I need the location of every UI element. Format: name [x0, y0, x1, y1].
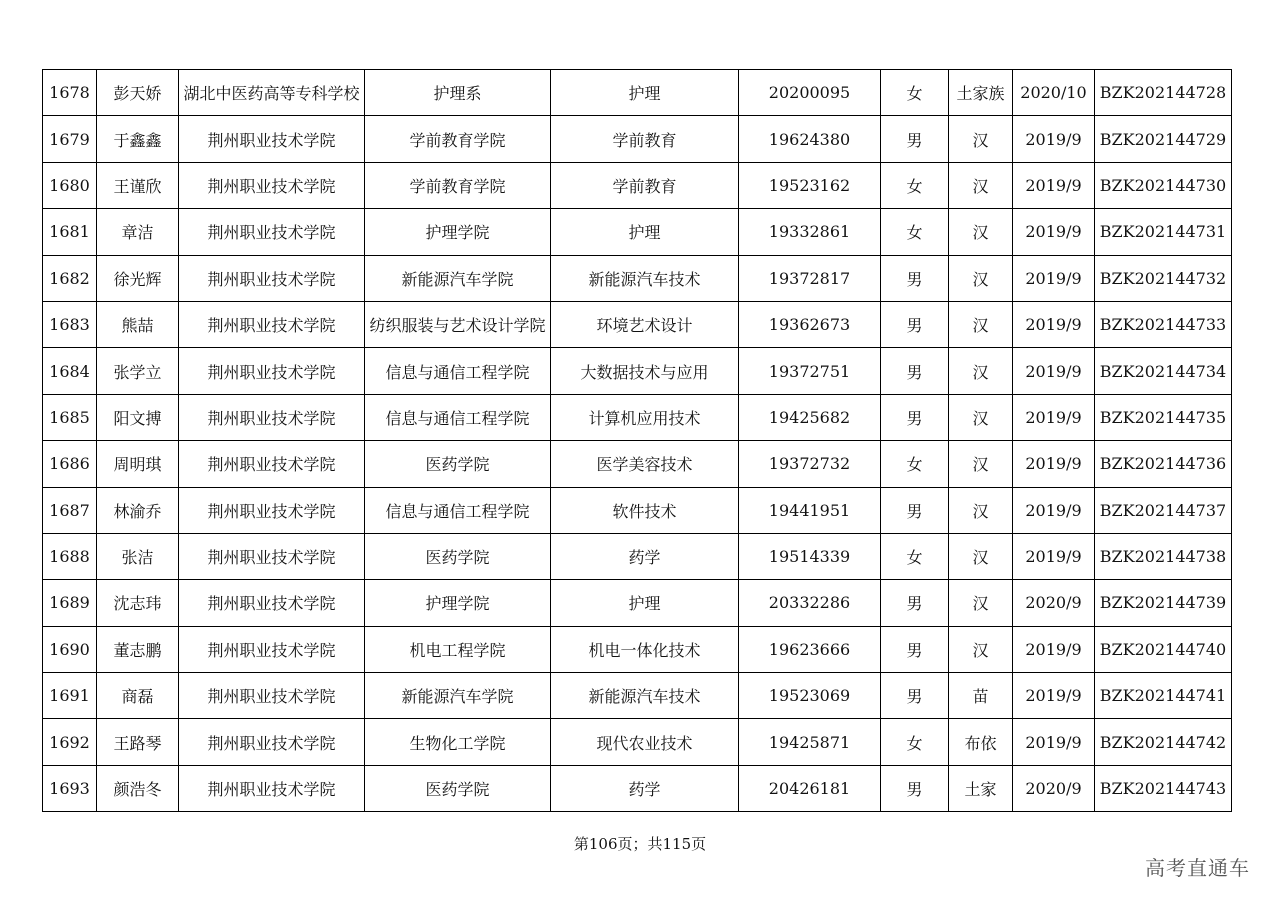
- cell-school: 荆州职业技术学院: [179, 626, 365, 672]
- table-row: [43, 255, 1232, 301]
- cell-gender: 女: [881, 441, 949, 487]
- cell-school: 荆州职业技术学院: [179, 162, 365, 208]
- cell-ethnicity: 布依: [949, 719, 1013, 765]
- cell-cert-number: BZK202144736: [1095, 441, 1232, 487]
- cell-name: 张学立: [97, 348, 179, 394]
- cell-gender: 女: [881, 209, 949, 255]
- cell-name: 王谨欣: [97, 162, 179, 208]
- cell-name: 商磊: [97, 673, 179, 719]
- cell-index: 1680: [43, 162, 97, 208]
- cell-school: 荆州职业技术学院: [179, 533, 365, 579]
- cell-major: 现代农业技术: [551, 719, 739, 765]
- cell-enroll-date: 2020/9: [1013, 765, 1095, 811]
- cell-enroll-date: 2019/9: [1013, 394, 1095, 440]
- cell-cert-number: BZK202144730: [1095, 162, 1232, 208]
- cell-department: 机电工程学院: [365, 626, 551, 672]
- cell-school: 荆州职业技术学院: [179, 580, 365, 626]
- cell-enroll-date: 2019/9: [1013, 533, 1095, 579]
- cell-name: 林渝乔: [97, 487, 179, 533]
- cell-department: 信息与通信工程学院: [365, 394, 551, 440]
- cell-major: 医学美容技术: [551, 441, 739, 487]
- cell-name: 王路琴: [97, 719, 179, 765]
- cell-name: 董志鹏: [97, 626, 179, 672]
- cell-school: 荆州职业技术学院: [179, 719, 365, 765]
- cell-name: 阳文搏: [97, 394, 179, 440]
- table-row: [43, 626, 1232, 672]
- cell-enroll-date: 2019/9: [1013, 719, 1095, 765]
- cell-enroll-date: 2019/9: [1013, 301, 1095, 347]
- cell-cert-number: BZK202144733: [1095, 301, 1232, 347]
- cell-enroll-date: 2019/9: [1013, 116, 1095, 162]
- cell-department: 新能源汽车学院: [365, 255, 551, 301]
- cell-major: 大数据技术与应用: [551, 348, 739, 394]
- cell-major: 护理: [551, 209, 739, 255]
- cell-index: 1687: [43, 487, 97, 533]
- cell-enroll-date: 2019/9: [1013, 348, 1095, 394]
- cell-enroll-date: 2019/9: [1013, 487, 1095, 533]
- cell-index: 1683: [43, 301, 97, 347]
- cell-major: 机电一体化技术: [551, 626, 739, 672]
- cell-student-id: 19624380: [739, 116, 881, 162]
- cell-cert-number: BZK202144739: [1095, 580, 1232, 626]
- cell-student-id: 19523162: [739, 162, 881, 208]
- cell-enroll-date: 2020/10: [1013, 70, 1095, 116]
- cell-school: 荆州职业技术学院: [179, 673, 365, 719]
- cell-cert-number: BZK202144737: [1095, 487, 1232, 533]
- cell-cert-number: BZK202144738: [1095, 533, 1232, 579]
- cell-index: 1681: [43, 209, 97, 255]
- cell-index: 1678: [43, 70, 97, 116]
- cell-student-id: 19362673: [739, 301, 881, 347]
- cell-department: 新能源汽车学院: [365, 673, 551, 719]
- table-row: [43, 394, 1232, 440]
- cell-enroll-date: 2019/9: [1013, 673, 1095, 719]
- cell-cert-number: BZK202144734: [1095, 348, 1232, 394]
- cell-student-id: 20426181: [739, 765, 881, 811]
- table-row: [43, 209, 1232, 255]
- cell-cert-number: BZK202144728: [1095, 70, 1232, 116]
- cell-name: 沈志玮: [97, 580, 179, 626]
- cell-student-id: 19425871: [739, 719, 881, 765]
- cell-department: 纺织服装与艺术设计学院: [365, 301, 551, 347]
- cell-ethnicity: 汉: [949, 209, 1013, 255]
- cell-ethnicity: 汉: [949, 487, 1013, 533]
- cell-department: 护理学院: [365, 209, 551, 255]
- cell-enroll-date: 2019/9: [1013, 162, 1095, 208]
- cell-name: 彭天娇: [97, 70, 179, 116]
- cell-gender: 男: [881, 626, 949, 672]
- cell-major: 护理: [551, 70, 739, 116]
- cell-ethnicity: 汉: [949, 626, 1013, 672]
- cell-index: 1685: [43, 394, 97, 440]
- table-row: [43, 301, 1232, 347]
- cell-index: 1688: [43, 533, 97, 579]
- cell-gender: 男: [881, 348, 949, 394]
- table-row: [43, 580, 1232, 626]
- cell-school: 荆州职业技术学院: [179, 301, 365, 347]
- cell-department: 医药学院: [365, 765, 551, 811]
- cell-department: 生物化工学院: [365, 719, 551, 765]
- cell-ethnicity: 汉: [949, 533, 1013, 579]
- cell-ethnicity: 汉: [949, 394, 1013, 440]
- cell-gender: 女: [881, 162, 949, 208]
- cell-gender: 男: [881, 580, 949, 626]
- cell-enroll-date: 2020/9: [1013, 580, 1095, 626]
- cell-cert-number: BZK202144740: [1095, 626, 1232, 672]
- cell-major: 药学: [551, 765, 739, 811]
- cell-index: 1693: [43, 765, 97, 811]
- cell-department: 护理系: [365, 70, 551, 116]
- table-row: [43, 673, 1232, 719]
- cell-index: 1686: [43, 441, 97, 487]
- cell-cert-number: BZK202144741: [1095, 673, 1232, 719]
- cell-index: 1689: [43, 580, 97, 626]
- cell-major: 护理: [551, 580, 739, 626]
- cell-cert-number: BZK202144732: [1095, 255, 1232, 301]
- cell-school: 荆州职业技术学院: [179, 765, 365, 811]
- cell-name: 张洁: [97, 533, 179, 579]
- cell-ethnicity: 汉: [949, 580, 1013, 626]
- cell-cert-number: BZK202144731: [1095, 209, 1232, 255]
- cell-ethnicity: 汉: [949, 162, 1013, 208]
- cell-department: 护理学院: [365, 580, 551, 626]
- cell-student-id: 19623666: [739, 626, 881, 672]
- cell-school: 荆州职业技术学院: [179, 255, 365, 301]
- cell-ethnicity: 苗: [949, 673, 1013, 719]
- cell-gender: 男: [881, 301, 949, 347]
- cell-gender: 男: [881, 487, 949, 533]
- cell-department: 学前教育学院: [365, 116, 551, 162]
- cell-enroll-date: 2019/9: [1013, 255, 1095, 301]
- table-row: [43, 765, 1232, 811]
- cell-gender: 男: [881, 765, 949, 811]
- table-row: [43, 70, 1232, 116]
- cell-major: 环境艺术设计: [551, 301, 739, 347]
- cell-school: 荆州职业技术学院: [179, 209, 365, 255]
- cell-department: 学前教育学院: [365, 162, 551, 208]
- cell-index: 1692: [43, 719, 97, 765]
- cell-cert-number: BZK202144743: [1095, 765, 1232, 811]
- cell-cert-number: BZK202144735: [1095, 394, 1232, 440]
- cell-student-id: 19372732: [739, 441, 881, 487]
- cell-school: 荆州职业技术学院: [179, 348, 365, 394]
- cell-gender: 女: [881, 719, 949, 765]
- cell-major: 新能源汽车技术: [551, 255, 739, 301]
- cell-student-id: 20332286: [739, 580, 881, 626]
- cell-gender: 男: [881, 255, 949, 301]
- cell-ethnicity: 汉: [949, 441, 1013, 487]
- table-row: [43, 162, 1232, 208]
- cell-student-id: 19425682: [739, 394, 881, 440]
- cell-student-id: 19372817: [739, 255, 881, 301]
- watermark-text: 高考直通车: [1145, 856, 1250, 880]
- cell-gender: 女: [881, 70, 949, 116]
- cell-student-id: 19441951: [739, 487, 881, 533]
- cell-school: 荆州职业技术学院: [179, 394, 365, 440]
- cell-major: 学前教育: [551, 116, 739, 162]
- cell-school: 湖北中医药高等专科学校: [179, 70, 365, 116]
- cell-school: 荆州职业技术学院: [179, 116, 365, 162]
- cell-major: 学前教育: [551, 162, 739, 208]
- cell-enroll-date: 2019/9: [1013, 626, 1095, 672]
- cell-major: 软件技术: [551, 487, 739, 533]
- cell-index: 1690: [43, 626, 97, 672]
- cell-name: 于鑫鑫: [97, 116, 179, 162]
- table-row: [43, 719, 1232, 765]
- cell-department: 医药学院: [365, 533, 551, 579]
- cell-department: 信息与通信工程学院: [365, 487, 551, 533]
- cell-index: 1682: [43, 255, 97, 301]
- cell-student-id: 19523069: [739, 673, 881, 719]
- cell-department: 医药学院: [365, 441, 551, 487]
- cell-gender: 男: [881, 394, 949, 440]
- cell-major: 计算机应用技术: [551, 394, 739, 440]
- cell-department: 信息与通信工程学院: [365, 348, 551, 394]
- table-row: [43, 348, 1232, 394]
- table-row: [43, 533, 1232, 579]
- cell-index: 1679: [43, 116, 97, 162]
- table-row: [43, 441, 1232, 487]
- student-roster-table: [42, 69, 1232, 812]
- cell-index: 1684: [43, 348, 97, 394]
- cell-name: 颜浩冬: [97, 765, 179, 811]
- cell-ethnicity: 汉: [949, 255, 1013, 301]
- cell-student-id: 19514339: [739, 533, 881, 579]
- cell-cert-number: BZK202144742: [1095, 719, 1232, 765]
- cell-name: 章洁: [97, 209, 179, 255]
- cell-ethnicity: 土家: [949, 765, 1013, 811]
- cell-student-id: 19372751: [739, 348, 881, 394]
- page-number-footer: 第106页；共115页: [573, 835, 707, 853]
- roster-body: [43, 70, 1232, 812]
- cell-school: 荆州职业技术学院: [179, 487, 365, 533]
- cell-name: 熊喆: [97, 301, 179, 347]
- cell-gender: 女: [881, 533, 949, 579]
- cell-name: 周明琪: [97, 441, 179, 487]
- cell-cert-number: BZK202144729: [1095, 116, 1232, 162]
- cell-student-id: 20200095: [739, 70, 881, 116]
- cell-name: 徐光辉: [97, 255, 179, 301]
- cell-enroll-date: 2019/9: [1013, 441, 1095, 487]
- cell-ethnicity: 汉: [949, 116, 1013, 162]
- cell-major: 新能源汽车技术: [551, 673, 739, 719]
- cell-index: 1691: [43, 673, 97, 719]
- cell-gender: 男: [881, 673, 949, 719]
- cell-ethnicity: 汉: [949, 348, 1013, 394]
- cell-ethnicity: 土家族: [949, 70, 1013, 116]
- cell-ethnicity: 汉: [949, 301, 1013, 347]
- cell-student-id: 19332861: [739, 209, 881, 255]
- cell-school: 荆州职业技术学院: [179, 441, 365, 487]
- cell-enroll-date: 2019/9: [1013, 209, 1095, 255]
- cell-gender: 男: [881, 116, 949, 162]
- cell-major: 药学: [551, 533, 739, 579]
- table-row: [43, 487, 1232, 533]
- table-row: [43, 116, 1232, 162]
